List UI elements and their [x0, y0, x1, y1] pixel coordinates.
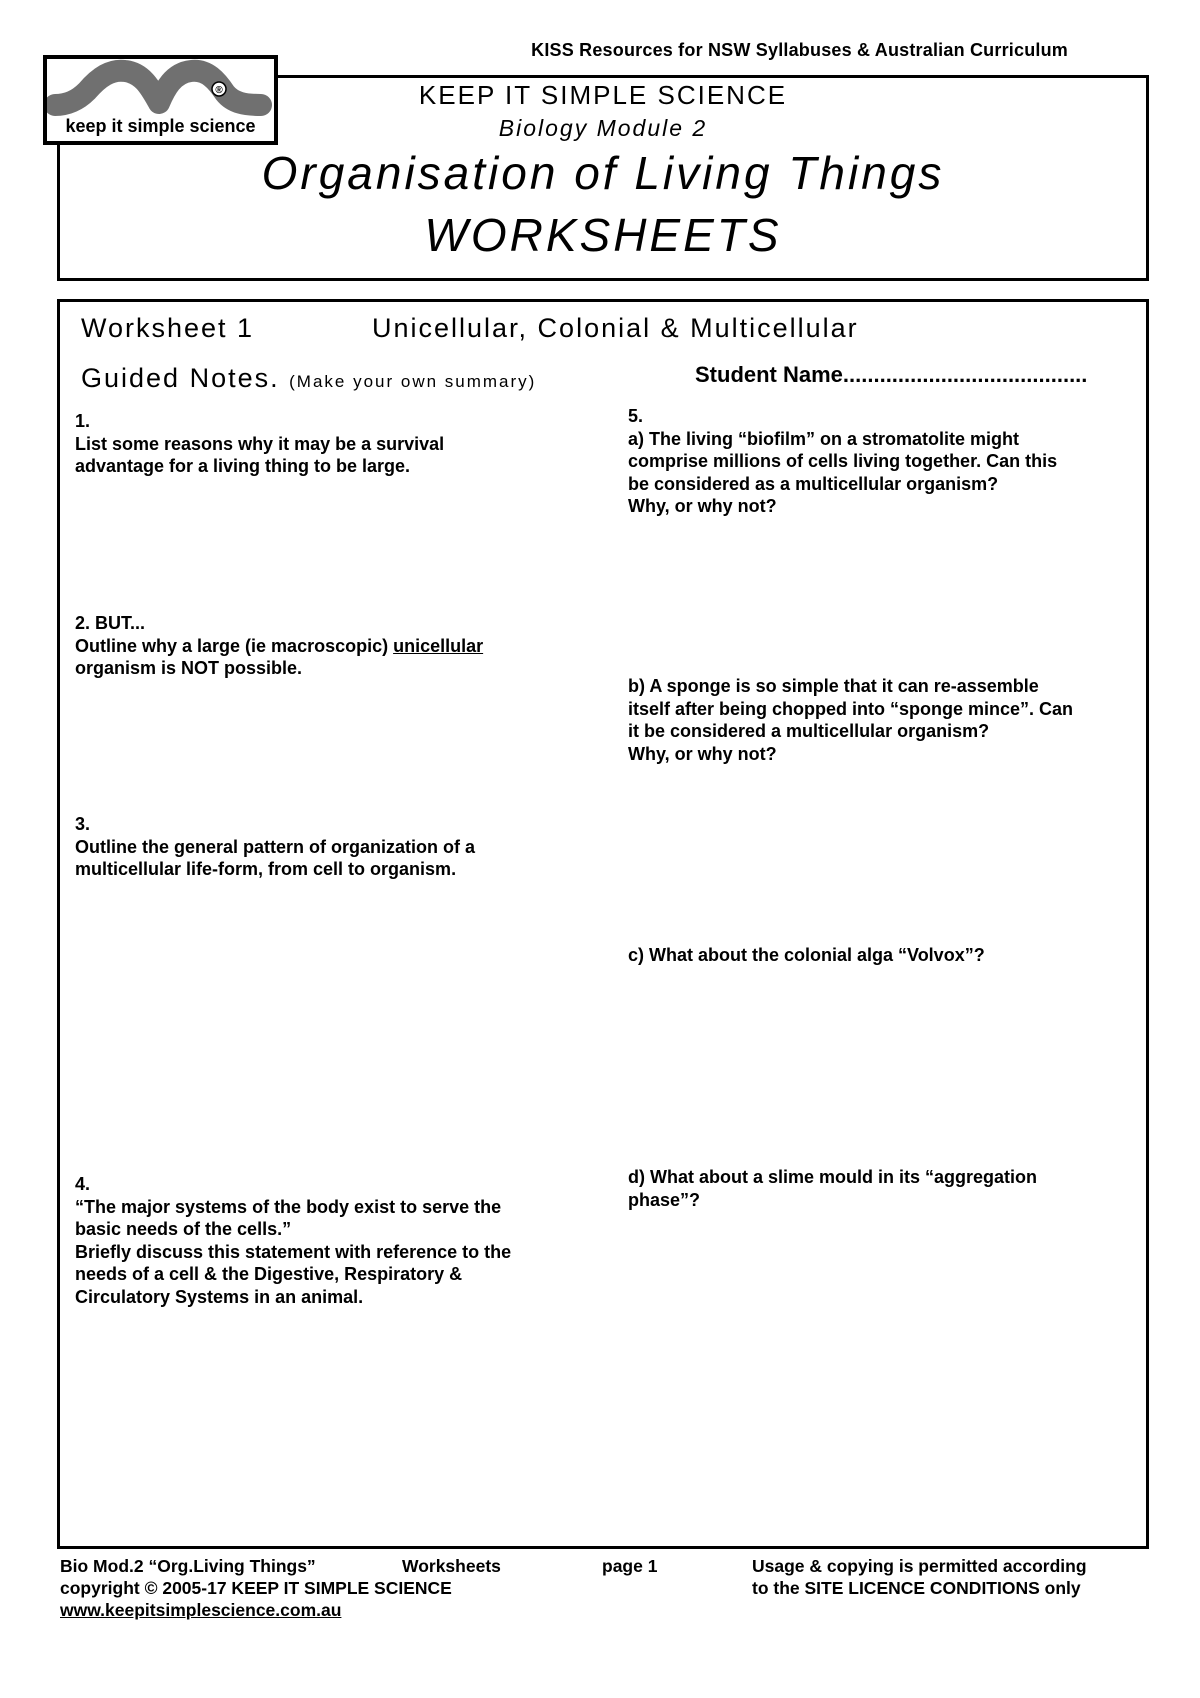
guided-notes-label: Guided Notes. — [81, 363, 280, 393]
question-5b — [628, 675, 1073, 765]
question-4 — [75, 1173, 511, 1308]
question-number: 1. — [75, 411, 91, 431]
question-5d — [628, 1166, 1037, 1211]
question-line: organism is NOT possible. — [75, 658, 303, 678]
guided-notes-heading — [81, 363, 536, 394]
svg-text:®: ® — [215, 85, 223, 96]
question-line: multicellular life-form, from cell to organism. — [75, 859, 457, 879]
worksheet-topic: Unicellular, Colonial & Multicellular — [372, 313, 859, 343]
question-line: Outline the general pattern of organization of a — [75, 836, 476, 857]
footer-url-link[interactable]: www.keepitsimplescience.com.au — [60, 1600, 342, 1620]
question-3 — [75, 813, 475, 881]
question-line: basic needs of the cells.” — [75, 1219, 292, 1239]
resource-header: KISS Resources for NSW Syllabuses & Australian Curriculum — [531, 40, 1068, 60]
footer-left — [60, 1555, 452, 1621]
footer-worksheets: Worksheets — [402, 1556, 501, 1576]
worksheet-number: Worksheet 1 — [81, 313, 255, 343]
question-line: it be considered a multicellular organism? — [628, 721, 990, 741]
footer-usage-line: Usage & copying is permitted according — [752, 1556, 1087, 1576]
question-line: “The major systems of the body exist to serve the — [75, 1196, 502, 1217]
footer-doc-line — [60, 1555, 452, 1577]
question-line: advantage for a living thing to be large. — [75, 456, 411, 476]
question-2 — [75, 612, 483, 680]
question-5a — [628, 405, 1057, 518]
question-number: 5. — [628, 406, 644, 426]
question-number: 2. BUT... — [75, 613, 146, 633]
question-line: d) What about a slime mould in its “aggregation — [628, 1167, 1038, 1187]
question-line: Circulatory Systems in an animal. — [75, 1286, 364, 1307]
question-5c — [628, 944, 985, 967]
question-line: Briefly discuss this statement with reference to the — [75, 1241, 512, 1262]
brand-name: KEEP IT SIMPLE SCIENCE — [418, 80, 788, 110]
question-line: List some reasons why it may be a survival — [75, 433, 445, 454]
question-line: be considered as a multicellular organism? — [628, 473, 999, 494]
student-name-field[interactable]: Student Name........................................ — [695, 362, 1088, 387]
question-line-text: Outline why a large (ie macroscopic) — [75, 635, 394, 656]
question-number: 4. — [75, 1174, 91, 1194]
question-line: comprise millions of cells living together. Can this — [628, 451, 1058, 471]
footer-copyright: copyright © 2005-17 KEEP IT SIMPLE SCIENCE — [60, 1578, 452, 1598]
page-subtitle: WORKSHEETS — [424, 209, 782, 261]
question-line — [75, 635, 483, 658]
question-line: needs of a cell & the Digestive, Respiratory & — [75, 1264, 463, 1284]
guided-notes-hint: (Make your own summary) — [289, 372, 537, 391]
page-title: Organisation of Living Things — [261, 147, 945, 199]
question-1 — [75, 410, 444, 478]
question-line: b) A sponge is so simple that it can re-assemble — [628, 676, 1039, 696]
question-number: 3. — [75, 814, 91, 834]
footer-usage — [752, 1555, 1087, 1599]
footer-doc-title: Bio Mod.2 “Org.Living Things” — [60, 1556, 316, 1576]
footer-usage-line: to the SITE LICENCE CONDITIONS only — [752, 1578, 1081, 1598]
question-line: c) What about the colonial alga “Volvox”? — [628, 945, 985, 965]
module-label: Biology Module 2 — [498, 115, 708, 141]
question-line: phase”? — [628, 1189, 701, 1210]
logo-text: keep it simple science — [65, 116, 256, 136]
question-line: Why, or why not? — [628, 743, 777, 764]
footer-page-number: page 1 — [602, 1556, 658, 1576]
question-line: itself after being chopped into “sponge mince”. Can — [628, 698, 1074, 719]
question-line: Why, or why not? — [628, 496, 777, 516]
question-line: a) The living “biofilm” on a stromatolite might — [628, 428, 1020, 449]
underlined-term: unicellular — [393, 635, 484, 656]
